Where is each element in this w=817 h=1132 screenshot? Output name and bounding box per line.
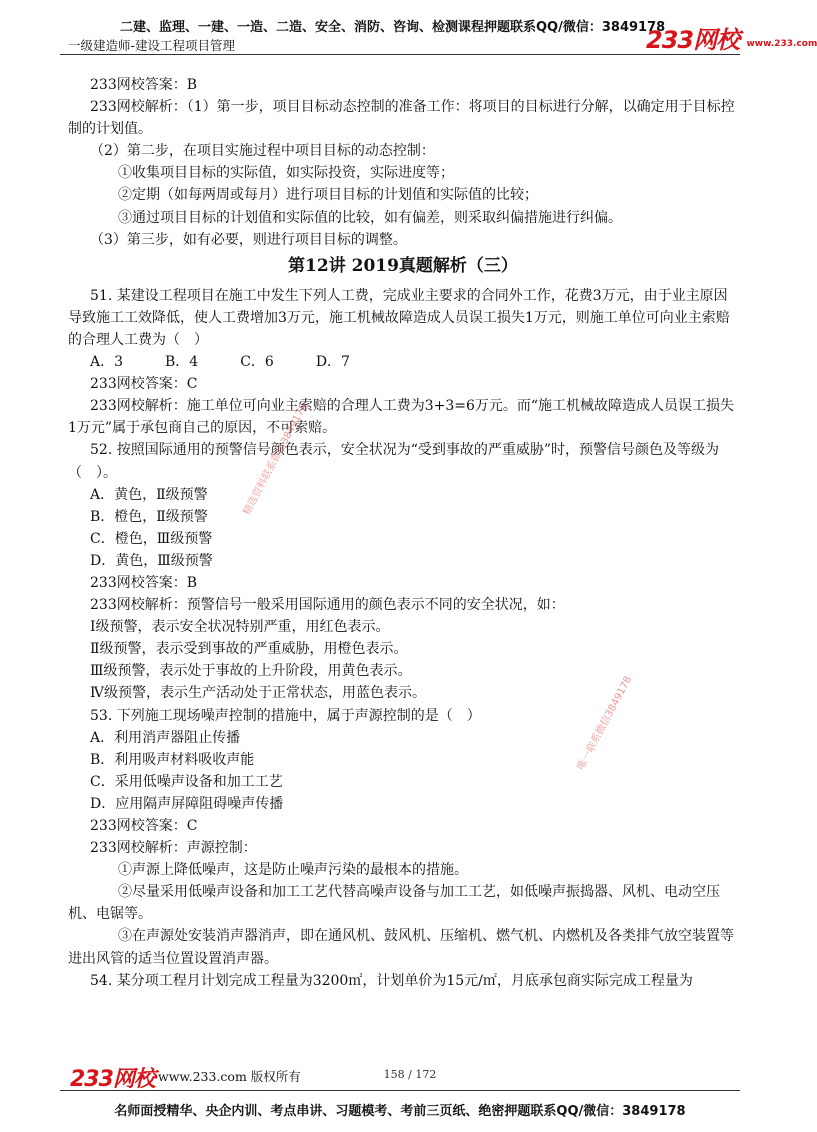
analysis-step: （2）第二步，在项目实施过程中项目目标的动态控制：: [90, 143, 435, 160]
noise-control-point: ③在声源处安装消声器消声，即在通风机、鼓风机、压缩机、燃气机、内燃机及各类排气放空装置等进出风管的适当位置设置消声器。: [68, 928, 734, 967]
header-subject: 一级建造师-建设工程项目管理: [68, 38, 236, 53]
analysis-substep: ②定期（如每两周或每月）进行项目目标的计划值和实际值的比较；: [118, 187, 538, 204]
question-53-option-c: C．采用低噪声设备和加工工艺: [90, 773, 283, 790]
analysis-substep: ①收集项目目标的实际值，如实际投资，实际进度等；: [118, 165, 454, 182]
question-51-analysis: 233网校解析：施工单位可向业主索赔的合理人工费为3+3=6万元。而“施工机械故障造成人员误工损失1万元”属于承包商自己的原因，不可索赔。: [68, 398, 735, 437]
warning-level-1: Ⅰ级预警，表示安全状况特别严重，用红色表示。: [90, 619, 390, 636]
page-footer: [0, 1062, 800, 1132]
footer-promo-line: 名师面授精华、央企内训、考点串讲、习题模考、考前三页纸、绝密押题联系QQ/微信：3849178: [114, 1104, 686, 1119]
question-53-analysis: 233网校解析：声源控制：: [90, 840, 257, 857]
question-51-options: A．3 B．4 C．6 D．7: [90, 354, 350, 371]
question-53-answer: 233网校答案：C: [90, 818, 198, 834]
analysis-substep: ③通过项目目标的计划值和实际值的比较，如有偏差，则采取纠偏措施进行纠偏。: [118, 209, 622, 226]
footer-divider: [60, 1090, 740, 1091]
question-53-option-b: B．利用吸声材料吸收声能: [90, 751, 255, 768]
footer-logo: 233网校: [70, 1067, 155, 1092]
header-logo-domain: www.233.com: [746, 39, 817, 49]
noise-control-point: ①声源上降低噪声，这是防止噪声污染的最根本的措施。: [118, 862, 468, 879]
document-body: [68, 74, 738, 992]
analysis-step: （3）第三步，如有必要，则进行项目目标的调整。: [90, 231, 407, 248]
footer-site-text: www.233.com 版权所有: [158, 1069, 301, 1084]
question-53-stem: 53. 下列施工现场噪声控制的措施中，属于声源控制的是（ ）: [90, 707, 481, 724]
warning-level-4: Ⅳ级预警，表示生产活动处于正常状态，用蓝色表示。: [90, 685, 426, 702]
question-51-answer: 233网校答案：C: [90, 376, 198, 393]
question-52-option-b: B．橙色，Ⅱ级预警: [90, 508, 208, 525]
answer-line: 233网校答案：B: [90, 77, 198, 93]
question-54-stem: 54. 某分项工程月计划完成工程量为3200㎡，计划单价为15元/㎡，月底承包商实际完成工程量为: [90, 972, 693, 989]
watermark: 唯一联系微信3849178: [575, 674, 635, 773]
header-divider: [60, 54, 740, 55]
header-logo-text: 233网校: [646, 26, 740, 54]
section-title: 第12讲 2019真题解析（三）: [288, 255, 518, 276]
warning-level-3: Ⅲ级预警，表示处于事故的上升阶段，用黄色表示。: [90, 663, 412, 680]
page-header: [0, 0, 817, 60]
noise-control-point: ②尽量采用低噪声设备和加工工艺代替高噪声设备与加工工艺，如低噪声振捣器、风机、电动空压机、电锯等。: [68, 884, 720, 923]
question-51-stem: 51. 某建设工程项目在施工中发生下列人工费，完成业主要求的合同外工作，花费3万元，由于业主原因导致施工工效降低，使人工费增加3万元，施工机械故障造成人员误工损失1万元，则施工单位可向业主索赔的合理人工费为（ ）: [68, 287, 730, 348]
question-52-answer: 233网校答案：B: [90, 574, 198, 591]
question-52-analysis: 233网校解析：预警信号一般采用国际通用的颜色表示不同的安全状况，如：: [90, 597, 565, 614]
question-52-stem: 52. 按照国际通用的预警信号颜色表示，安全状况为“受到事故的严重威胁”时，预警信号颜色及等级为（ ）。: [68, 442, 720, 481]
header-logo: [646, 20, 817, 55]
question-53-option-d: D．应用隔声屏障阻碍噪声传播: [90, 795, 284, 812]
question-52-option-a: A．黄色，Ⅱ级预警: [90, 486, 208, 503]
page-number: 158 / 172: [383, 1068, 437, 1081]
warning-level-2: Ⅱ级预警，表示受到事故的严重威胁，用橙色表示。: [90, 641, 408, 658]
question-52-option-c: C．橙色，Ⅲ级预警: [90, 530, 213, 547]
header-promo-line: 二建、监理、一建、一造、二造、安全、消防、咨询、检测课程押题联系QQ/微信：3849178: [120, 20, 666, 35]
question-52-option-d: D．黄色，Ⅲ级预警: [90, 552, 213, 569]
watermark: 精选资料联系微信3849178: [241, 401, 310, 518]
analysis-paragraph: 233网校解析：（1）第一步，项目目标动态控制的准备工作：将项目的目标进行分解，以确定用于目标控制的计划值。: [68, 99, 735, 138]
question-53-option-a: A．利用消声器阻止传播: [90, 729, 241, 746]
